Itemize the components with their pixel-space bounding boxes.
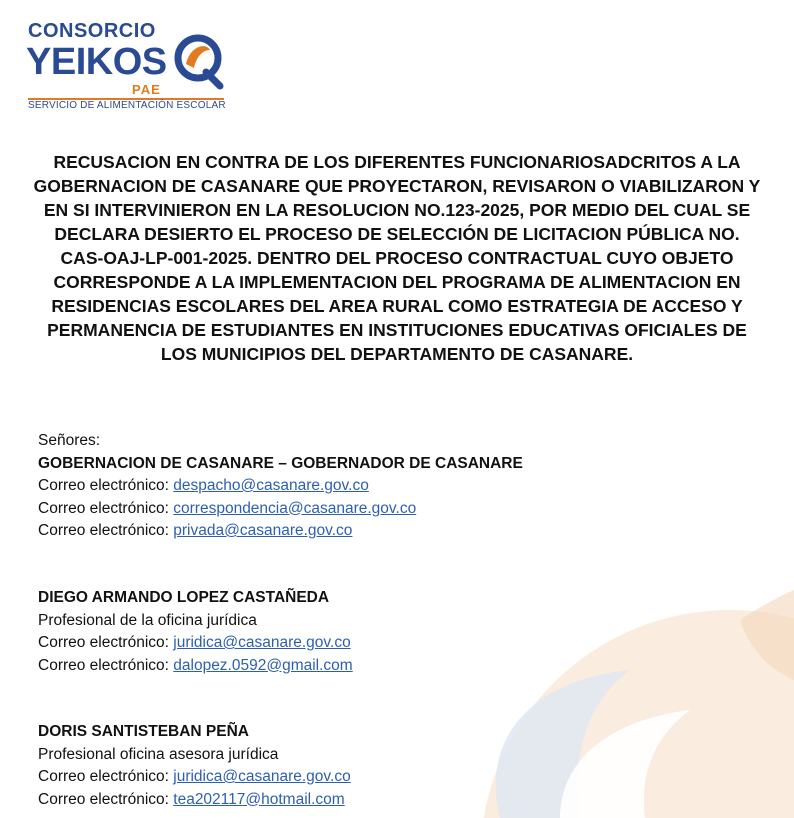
email-label: Correo electrónico: xyxy=(38,634,169,651)
logo-subtitle: SERVICIO DE ALIMENTACIÓN ESCOLAR xyxy=(28,100,226,111)
email-line xyxy=(38,655,738,678)
email-line xyxy=(38,498,738,521)
recipient-name: DIEGO ARMANDO LOPEZ CASTAÑEDA xyxy=(38,589,330,606)
recipient-role: Profesional de la oficina jurídica xyxy=(38,611,257,629)
email-label: Correo electrónico: xyxy=(38,522,169,539)
logo-pae-text: PAE xyxy=(132,82,161,97)
email-link[interactable]: juridica@casanare.gov.co xyxy=(173,768,351,785)
logo-q-icon xyxy=(172,28,228,94)
email-line xyxy=(38,520,738,543)
email-link[interactable]: tea202117@hotmail.com xyxy=(173,790,345,808)
logo-yeikos-text: YEIKOS xyxy=(26,41,167,83)
email-label: Correo electrónico: xyxy=(38,656,169,674)
recipient-block-lopez xyxy=(38,587,738,677)
email-link[interactable]: juridica@casanare.gov.co xyxy=(173,634,351,651)
logo-consorcio-text: CONSORCIO xyxy=(28,20,156,42)
email-link[interactable]: dalopez.0592@gmail.com xyxy=(173,656,353,674)
email-label: Correo electrónico: xyxy=(38,499,169,517)
company-logo xyxy=(24,18,264,118)
recipient-name: GOBERNACION DE CASANARE – GOBERNADOR DE CASANARE xyxy=(38,454,523,472)
salutation: Señores: xyxy=(38,432,101,449)
email-label: Correo electrónico: xyxy=(38,790,169,808)
email-line xyxy=(38,766,738,789)
email-label: Correo electrónico: xyxy=(38,768,169,785)
recipient-name: DORIS SANTISTEBAN PEÑA xyxy=(38,723,249,740)
recipient-block-governacion xyxy=(38,430,738,543)
recipient-block-santisteban xyxy=(38,721,738,811)
email-label: Correo electrónico: xyxy=(38,477,169,494)
document-title: RECUSACION EN CONTRA DE LOS DIFERENTES FUNCIONARIOSADCRITOS A LA GOBERNACION DE CASANARE QUE PROYECTARON, REVISARON O VIABILIZARON Y EN SI INTERVINIERON EN LA RESOLUCION NO.123-2025, POR MEDIO DEL CUAL SE DECLARA DESIERTO EL PROCESO DE SELECCIÓN DE LICITACION PÚBLICA NO. CAS-OAJ-LP-001-2025. DENTRO DEL PROCESO CONTRACTUAL CUYO OBJETO CORRESPONDE A LA IMPLEMENTACION DEL PROGRAMA DE ALIMENTACION EN RESIDENCIAS ESCOLARES DEL AREA RURAL COMO ESTRATEGIA DE ACCESO Y PERMANENCIA DE ESTUDIANTES EN INSTITUCIONES EDUCATIVAS OFICIALES DE LOS MUNICIPIOS DEL DEPARTAMENTO DE CASANARE. xyxy=(33,152,761,364)
email-line xyxy=(38,475,738,498)
recipient-role: Profesional oficina asesora jurídica xyxy=(38,745,279,763)
email-link[interactable]: privada@casanare.gov.co xyxy=(173,522,353,539)
email-line xyxy=(38,789,738,812)
email-line xyxy=(38,632,738,655)
email-link[interactable]: correspondencia@casanare.gov.co xyxy=(173,499,417,517)
email-link[interactable]: despacho@casanare.gov.co xyxy=(173,477,369,494)
